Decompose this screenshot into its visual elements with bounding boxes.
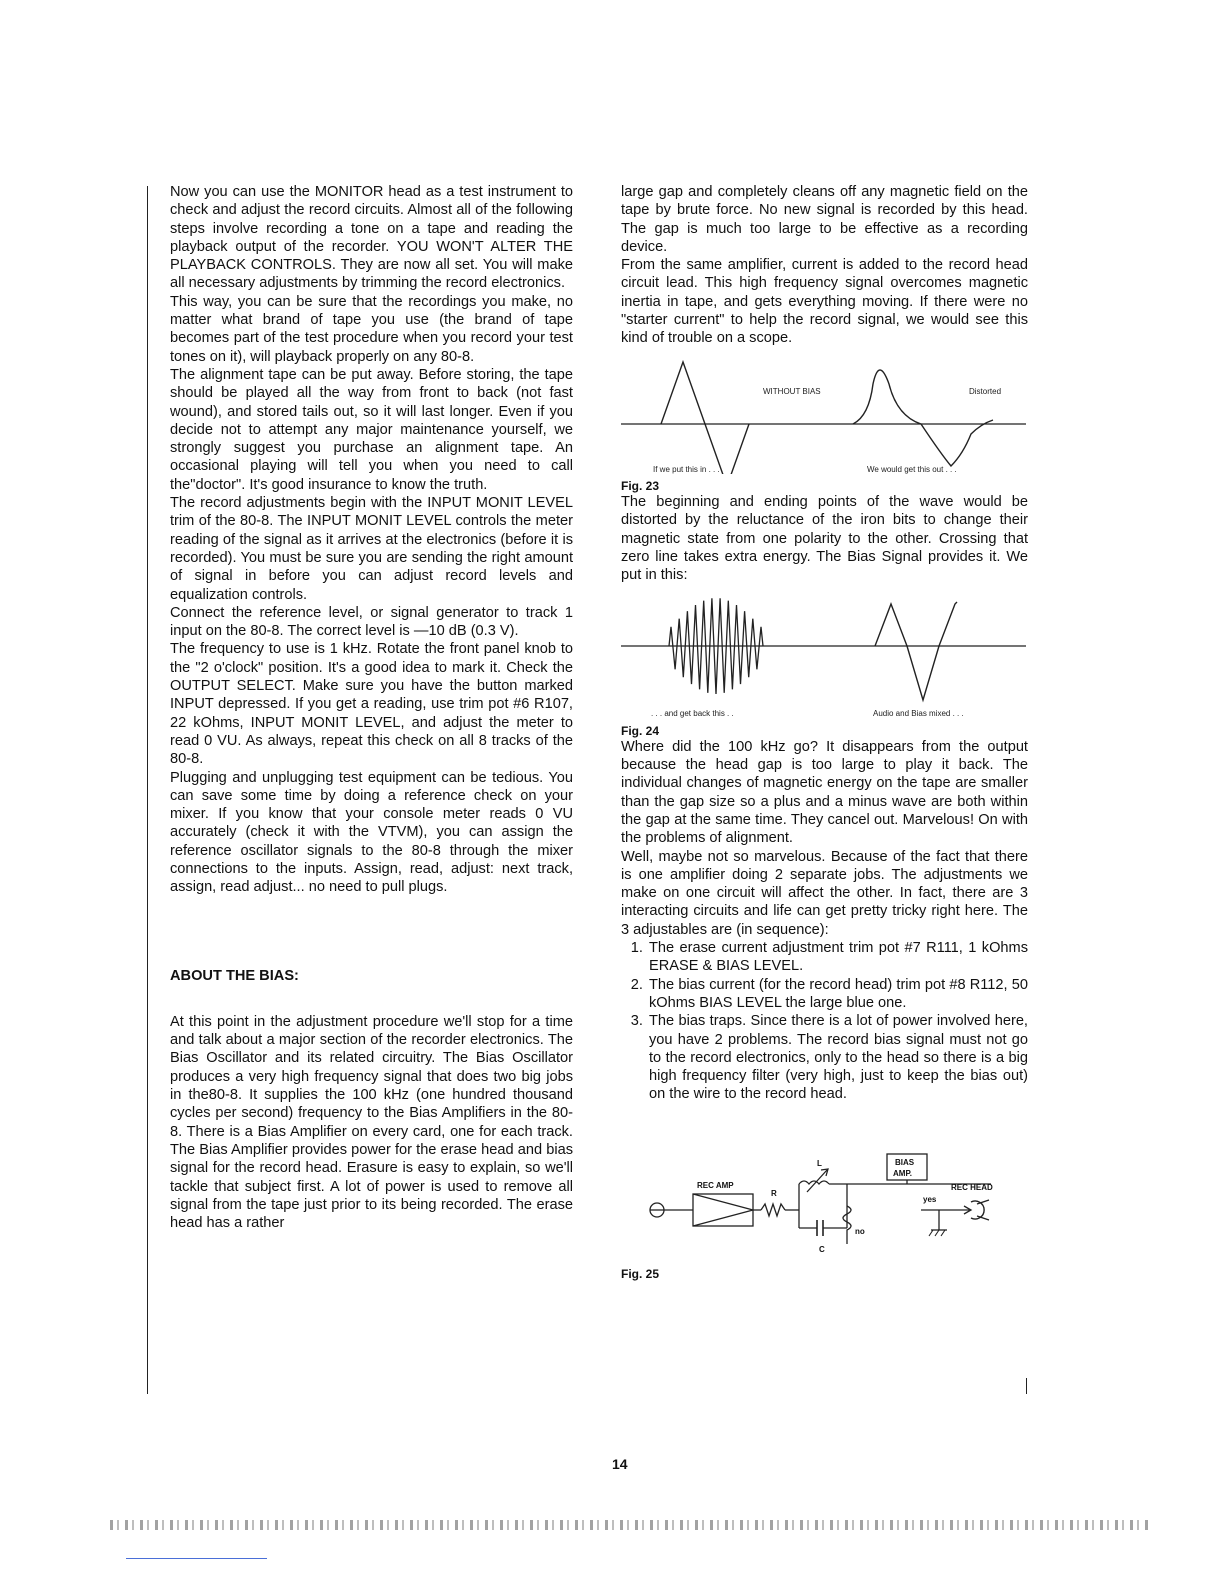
right-margin-rule — [1026, 1378, 1027, 1394]
figure-24-label: Fig. 24 — [621, 723, 660, 738]
label-c: C — [819, 1244, 825, 1254]
paragraph-frequency: The frequency to use is 1 kHz. Rotate the front panel knob to the "2 o'clock" position. It's a good idea to mark it. Check the OUTPUT SELECT. Make sure you have the button marked INPUT depressed. If you get a reading, use trim pot #6 R107, 22 kOhms, INPUT MONIT LEVEL, and adjust the meter to read 0 VU. As always, repeat this check on all 8 tracks of the 80-8. — [170, 641, 573, 768]
figure-23-label: Fig. 23 — [621, 478, 660, 493]
label-bias-amp-line1: BIAS — [895, 1157, 915, 1167]
label-without-bias: WITHOUT BIAS — [763, 386, 821, 396]
list-item: 2. The bias current (for the record head) trim pot #8 R112, 50 kOhms BIAS LEVEL the large blue one. — [647, 976, 1028, 1013]
label-l: L — [817, 1158, 822, 1168]
paragraph-bias-current: From the same amplifier, current is added to the record head circuit lead. This high frequency signal overcomes magnetic inertia in tape, and gets everything moving. If there were no "starter current" to help the record signal, we would see this kind of trouble on a scope. — [621, 257, 1028, 347]
paragraph-not-so-marvelous: Well, maybe not so marvelous. Because of the fact that there is one amplifier doing 2 separate jobs. The adjustments we make on one circuit will affect the other. In fact, there are 3 interacting circuits and life can get pretty tricky right here. The 3 adjustables are (in sequence): — [621, 848, 1028, 938]
adjustables-list — [621, 939, 1028, 1104]
scan-noise-strip — [110, 1520, 1150, 1530]
right-column — [621, 183, 1028, 1281]
paragraph-connect-reference: Connect the reference level, or signal generator to track 1 input on the 80-8. The correct level is —10 dB (0.3 V). — [170, 604, 573, 640]
paragraph-monitor-head: Now you can use the MONITOR head as a test instrument to check and adjust the record circuits. Almost all of the following steps involve recording a tone on a tape and reading the playback output of the recorder. YOU WON'T ALTER THE PLAYBACK CONTROLS. They are now all set. You will make all necessary adjustments by trimming the record electronics. — [170, 184, 573, 292]
list-item: 1. The erase current adjustment trim pot #7 R111, 1 kOhms ERASE & BIAS LEVEL. — [647, 939, 1028, 976]
label-yes: yes — [923, 1194, 937, 1204]
caption-get-back: . . . and get back this . . — [651, 709, 734, 719]
paragraph-erase-head: large gap and completely cleans off any magnetic field on the tape by brute force. No new signal is recorded by this head. The gap is much too large to be effective as a recording device. — [621, 184, 1028, 255]
label-distorted: Distorted — [969, 386, 1002, 396]
paragraph-input-monit-level: The record adjustments begin with the INPUT MONIT LEVEL trim of the 80-8. The INPUT MONIT LEVEL controls the meter reading of the signal as it arrives at the electronics (before it is recorded). You must be sure you are sending the right amount of signal in before you can adjust record levels and equalization controls. — [170, 495, 573, 603]
rec-amp-box — [693, 1194, 753, 1226]
label-rec-head: REC HEAD — [951, 1182, 993, 1192]
blue-underline-mark — [126, 1558, 267, 1559]
clean-sine-wave — [661, 362, 749, 474]
figure-24-waveforms — [621, 590, 1028, 718]
label-no: no — [855, 1226, 865, 1236]
paragraph-plugging: Plugging and unplugging test equipment can be tedious. You can save some time by doing a reference check on your mixer. If you know that your console meter reads 0 VU accurately (check it with the VTVM), you can assign the reference oscillator signals to the 80-8 through the mixer connections to the inputs. Assign, read, adjust: next track, assign, read adjust... no need to pull plugs. — [170, 769, 573, 896]
figure-23 — [621, 354, 1028, 493]
paragraph-where-did-100khz-go: Where did the 100 kHz go? It disappears from the output because the head gap is too large to play it back. The individual changes of magnetic energy on the tape are smaller than the gap size so a plus and a minus wave are both within the gap at the same time. They cancel out. Marvelous! On with the problems of alignment. — [621, 738, 1028, 847]
page-number: 14 — [612, 1456, 628, 1472]
distorted-wave — [853, 370, 993, 466]
caption-audio-bias-mixed: Audio and Bias mixed . . . — [873, 709, 964, 719]
paragraph-bias-oscillator: At this point in the adjustment procedure we'll stop for a time and talk about a major section of the recorder electronics. The Bias Oscillator and its related circuitry. The Bias Oscillator produces a very high frequency signal that does two big jobs in the80-8. It supplies the 100 kHz (one hundred thousand cycles per second) frequency to the Bias Amplifiers in the 80-8. There is a Bias Amplifier on every card, one for each track. The Bias Amplifier provides power for the erase head and bias signal for the record head. Erasure is easy to explain, so we'll tackle that subject first. A lot of power is used to remove all signal from the tape just prior to its being recorded. The erase head has a rather — [170, 1013, 573, 1232]
paragraph-alignment-tape: The alignment tape can be put away. Before storing, the tape should be played all the way from front to back (not fast wound), and stored tails out, so it will last longer. Even if you decide not to attempt any major maintenance yourself, we strongly suggest you purchase an alignment tape. An occasional playing will tell you when you need to call the"doctor". It's good insurance to know the truth. — [170, 366, 573, 493]
audio-bias-mixed-wave — [875, 602, 957, 700]
label-bias-amp-line2: AMP. — [893, 1168, 912, 1178]
left-margin-rule — [147, 186, 148, 1394]
figure-25-schematic — [621, 1152, 1028, 1262]
amp-triangle — [693, 1194, 753, 1226]
caption-get-out: We would get this out . . . — [867, 464, 957, 474]
figure-24 — [621, 590, 1028, 737]
label-rec-amp: REC AMP — [697, 1180, 734, 1190]
list-item: 3. The bias traps. Since there is a lot of power involved here, you have 2 problems. The record bias signal must not go to the record electronics, only to the head so there is a big high frequency filter (very high, just to keep the bias out) on the wire to the record head. — [647, 1012, 1028, 1103]
section-heading-bias: ABOUT THE BIAS: — [170, 967, 299, 984]
figure-25-label: Fig. 25 — [621, 1266, 660, 1281]
resistor-symbol — [761, 1204, 785, 1216]
paragraph-recording-brands: This way, you can be sure that the recordings you make, no matter what brand of tape you use (the brand of tape becomes part of the test procedure when you record your test tones on it), will playback properly on any 80-8. — [170, 293, 573, 365]
left-column — [170, 183, 573, 1232]
figure-25 — [621, 1152, 1028, 1281]
caption-put-in: If we put this in . . . — [653, 464, 720, 474]
figure-23-waveforms — [621, 354, 1028, 474]
paragraph-distortion: The beginning and ending points of the wave would be distorted by the reluctance of the iron bits to change their magnetic state from one polarity to the other. Crossing that zero line takes extra energy. The Bias Signal provides it. We put in this: — [621, 493, 1028, 584]
label-r: R — [771, 1188, 777, 1198]
